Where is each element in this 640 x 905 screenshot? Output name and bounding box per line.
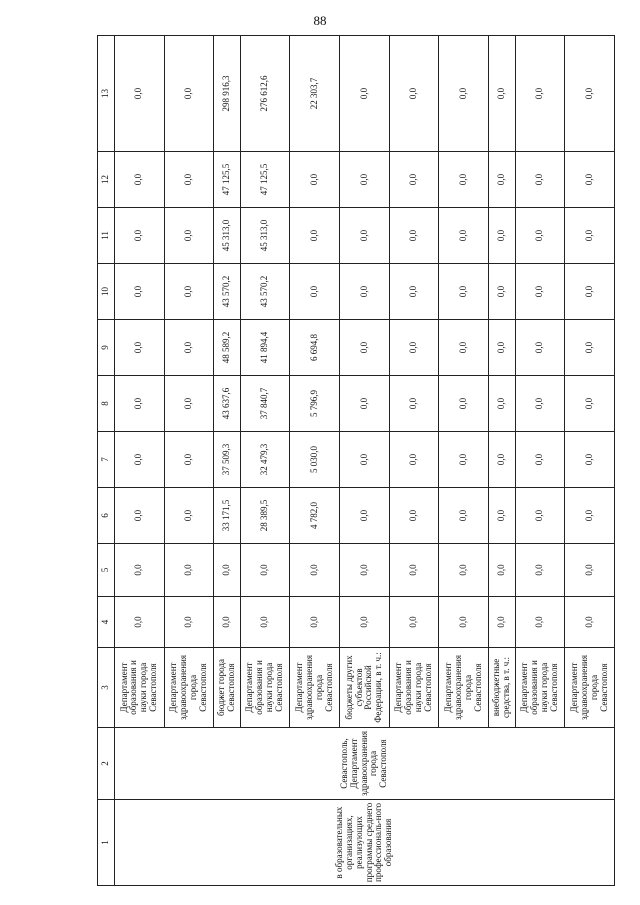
value-cell: 5 030,0 bbox=[290, 432, 340, 488]
executor-cell: Севастополь, Департамент здравоохранения города Севастополя bbox=[115, 728, 615, 800]
value-cell: 0,0 bbox=[164, 320, 214, 376]
value-cell: 0,0 bbox=[340, 320, 390, 376]
value-cell: 0,0 bbox=[565, 152, 615, 208]
value-cell: 0,0 bbox=[115, 597, 165, 648]
value-cell: 0,0 bbox=[565, 376, 615, 432]
value-cell: 0,0 bbox=[439, 264, 489, 320]
value-cell: 0,0 bbox=[115, 488, 165, 544]
value-cell: 0,0 bbox=[164, 488, 214, 544]
column-number-5: 5 bbox=[98, 544, 115, 597]
funding-source-label: бюджеты других субъектов Российской Федерации, в т. ч.: bbox=[340, 648, 390, 728]
value-cell: 0,0 bbox=[340, 264, 390, 320]
value-cell: 0,0 bbox=[439, 488, 489, 544]
value-cell: 0,0 bbox=[515, 376, 565, 432]
value-cell: 43 570,2 bbox=[214, 264, 241, 320]
value-cell: 0,0 bbox=[565, 544, 615, 597]
value-cell: 0,0 bbox=[115, 320, 165, 376]
column-number-8: 8 bbox=[98, 376, 115, 432]
value-cell: 0,0 bbox=[164, 597, 214, 648]
value-cell: 0,0 bbox=[439, 320, 489, 376]
funding-source-label: внебюджетные средства, в т. ч.: bbox=[489, 648, 516, 728]
value-cell: 0,0 bbox=[389, 152, 439, 208]
value-cell: 0,0 bbox=[340, 208, 390, 264]
value-cell: 0,0 bbox=[389, 488, 439, 544]
value-cell: 0,0 bbox=[389, 264, 439, 320]
value-cell: 28 389,5 bbox=[240, 488, 290, 544]
column-number-10: 10 bbox=[98, 264, 115, 320]
value-cell: 43 570,2 bbox=[240, 264, 290, 320]
value-cell: 0,0 bbox=[489, 488, 516, 544]
value-cell: 0,0 bbox=[290, 264, 340, 320]
value-cell: 0,0 bbox=[115, 376, 165, 432]
value-cell: 4 782,0 bbox=[290, 488, 340, 544]
value-cell: 0,0 bbox=[439, 376, 489, 432]
value-cell: 0,0 bbox=[115, 544, 165, 597]
value-cell: 0,0 bbox=[565, 208, 615, 264]
value-cell: 48 589,2 bbox=[214, 320, 241, 376]
column-number-3: 3 bbox=[98, 648, 115, 728]
value-cell: 0,0 bbox=[389, 376, 439, 432]
value-cell: 0,0 bbox=[115, 152, 165, 208]
value-cell: 0,0 bbox=[515, 432, 565, 488]
funding-source-label: Департамент здравоохранения города Севастополя bbox=[439, 648, 489, 728]
value-cell: 0,0 bbox=[389, 597, 439, 648]
value-cell: 0,0 bbox=[565, 264, 615, 320]
value-cell: 0,0 bbox=[340, 152, 390, 208]
value-cell: 41 894,4 bbox=[240, 320, 290, 376]
value-cell: 0,0 bbox=[489, 36, 516, 152]
value-cell: 0,0 bbox=[515, 320, 565, 376]
funding-source-label: Департамент образования и науки города Севастополя bbox=[515, 648, 565, 728]
value-cell: 0,0 bbox=[290, 544, 340, 597]
value-cell: 0,0 bbox=[115, 208, 165, 264]
table-row bbox=[115, 36, 165, 886]
value-cell: 47 125,5 bbox=[240, 152, 290, 208]
value-cell: 0,0 bbox=[164, 264, 214, 320]
value-cell: 298 916,3 bbox=[214, 36, 241, 152]
column-number-7: 7 bbox=[98, 432, 115, 488]
value-cell: 0,0 bbox=[164, 152, 214, 208]
column-number-9: 9 bbox=[98, 320, 115, 376]
funding-source-label: Департамент здравоохранения города Севастополя bbox=[164, 648, 214, 728]
funding-source-label: бюджет города Севастополя bbox=[214, 648, 241, 728]
column-number-1: 1 bbox=[98, 800, 115, 886]
value-cell: 0,0 bbox=[389, 320, 439, 376]
value-cell: 0,0 bbox=[439, 544, 489, 597]
value-cell: 0,0 bbox=[340, 432, 390, 488]
program-name-cell: в образовательных организациях, реализующих программы среднего профессиональ-ного образования bbox=[115, 800, 615, 886]
value-cell: 0,0 bbox=[489, 152, 516, 208]
column-number-13: 13 bbox=[98, 36, 115, 152]
value-cell: 0,0 bbox=[389, 36, 439, 152]
funding-source-label: Департамент образования и науки города Севастополя bbox=[115, 648, 165, 728]
value-cell: 0,0 bbox=[565, 488, 615, 544]
value-cell: 0,0 bbox=[515, 152, 565, 208]
funding-source-label: Департамент образования и науки города Севастополя bbox=[240, 648, 290, 728]
value-cell: 0,0 bbox=[565, 320, 615, 376]
value-cell: 22 303,7 bbox=[290, 36, 340, 152]
value-cell: 0,0 bbox=[340, 36, 390, 152]
value-cell: 33 171,5 bbox=[214, 488, 241, 544]
rotated-table-sheet bbox=[97, 36, 615, 886]
value-cell: 0,0 bbox=[240, 544, 290, 597]
value-cell: 0,0 bbox=[389, 432, 439, 488]
value-cell: 0,0 bbox=[389, 544, 439, 597]
value-cell: 0,0 bbox=[214, 544, 241, 597]
value-cell: 0,0 bbox=[489, 376, 516, 432]
column-number-11: 11 bbox=[98, 208, 115, 264]
value-cell: 0,0 bbox=[489, 432, 516, 488]
value-cell: 37 840,7 bbox=[240, 376, 290, 432]
value-cell: 5 796,9 bbox=[290, 376, 340, 432]
value-cell: 0,0 bbox=[290, 597, 340, 648]
value-cell: 0,0 bbox=[489, 208, 516, 264]
value-cell: 0,0 bbox=[290, 152, 340, 208]
value-cell: 0,0 bbox=[489, 544, 516, 597]
value-cell: 0,0 bbox=[515, 544, 565, 597]
value-cell: 0,0 bbox=[340, 544, 390, 597]
value-cell: 0,0 bbox=[489, 264, 516, 320]
column-number-4: 4 bbox=[98, 597, 115, 648]
value-cell: 276 612,6 bbox=[240, 36, 290, 152]
value-cell: 0,0 bbox=[515, 264, 565, 320]
value-cell: 0,0 bbox=[489, 597, 516, 648]
value-cell: 0,0 bbox=[515, 36, 565, 152]
column-number-row bbox=[98, 36, 115, 886]
funding-source-label: Департамент образования и науки города Севастополя bbox=[389, 648, 439, 728]
column-number-6: 6 bbox=[98, 488, 115, 544]
value-cell: 0,0 bbox=[164, 432, 214, 488]
value-cell: 0,0 bbox=[515, 597, 565, 648]
value-cell: 0,0 bbox=[290, 208, 340, 264]
value-cell: 0,0 bbox=[439, 597, 489, 648]
value-cell: 0,0 bbox=[515, 488, 565, 544]
value-cell: 0,0 bbox=[164, 36, 214, 152]
value-cell: 0,0 bbox=[164, 544, 214, 597]
value-cell: 0,0 bbox=[115, 36, 165, 152]
value-cell: 0,0 bbox=[439, 208, 489, 264]
value-cell: 0,0 bbox=[340, 488, 390, 544]
value-cell: 0,0 bbox=[240, 597, 290, 648]
column-number-2: 2 bbox=[98, 728, 115, 800]
value-cell: 0,0 bbox=[164, 208, 214, 264]
value-cell: 0,0 bbox=[439, 152, 489, 208]
funding-source-label: Департамент здравоохранения города Севастополя bbox=[290, 648, 340, 728]
value-cell: 47 125,5 bbox=[214, 152, 241, 208]
value-cell: 0,0 bbox=[115, 264, 165, 320]
value-cell: 45 313,0 bbox=[214, 208, 241, 264]
funding-table bbox=[97, 35, 615, 886]
value-cell: 32 479,3 bbox=[240, 432, 290, 488]
value-cell: 0,0 bbox=[515, 208, 565, 264]
value-cell: 0,0 bbox=[389, 208, 439, 264]
value-cell: 0,0 bbox=[489, 320, 516, 376]
value-cell: 43 637,6 bbox=[214, 376, 241, 432]
value-cell: 0,0 bbox=[565, 432, 615, 488]
value-cell: 37 509,3 bbox=[214, 432, 241, 488]
value-cell: 6 694,8 bbox=[290, 320, 340, 376]
value-cell: 0,0 bbox=[164, 376, 214, 432]
value-cell: 0,0 bbox=[340, 376, 390, 432]
page-number: 88 bbox=[313, 13, 327, 28]
value-cell: 0,0 bbox=[439, 432, 489, 488]
funding-source-label: Департамент здравоохранения города Севастополя bbox=[565, 648, 615, 728]
value-cell: 0,0 bbox=[439, 36, 489, 152]
value-cell: 0,0 bbox=[565, 36, 615, 152]
value-cell: 0,0 bbox=[565, 597, 615, 648]
value-cell: 0,0 bbox=[214, 597, 241, 648]
column-number-12: 12 bbox=[98, 152, 115, 208]
value-cell: 45 313,0 bbox=[240, 208, 290, 264]
value-cell: 0,0 bbox=[115, 432, 165, 488]
value-cell: 0,0 bbox=[340, 597, 390, 648]
